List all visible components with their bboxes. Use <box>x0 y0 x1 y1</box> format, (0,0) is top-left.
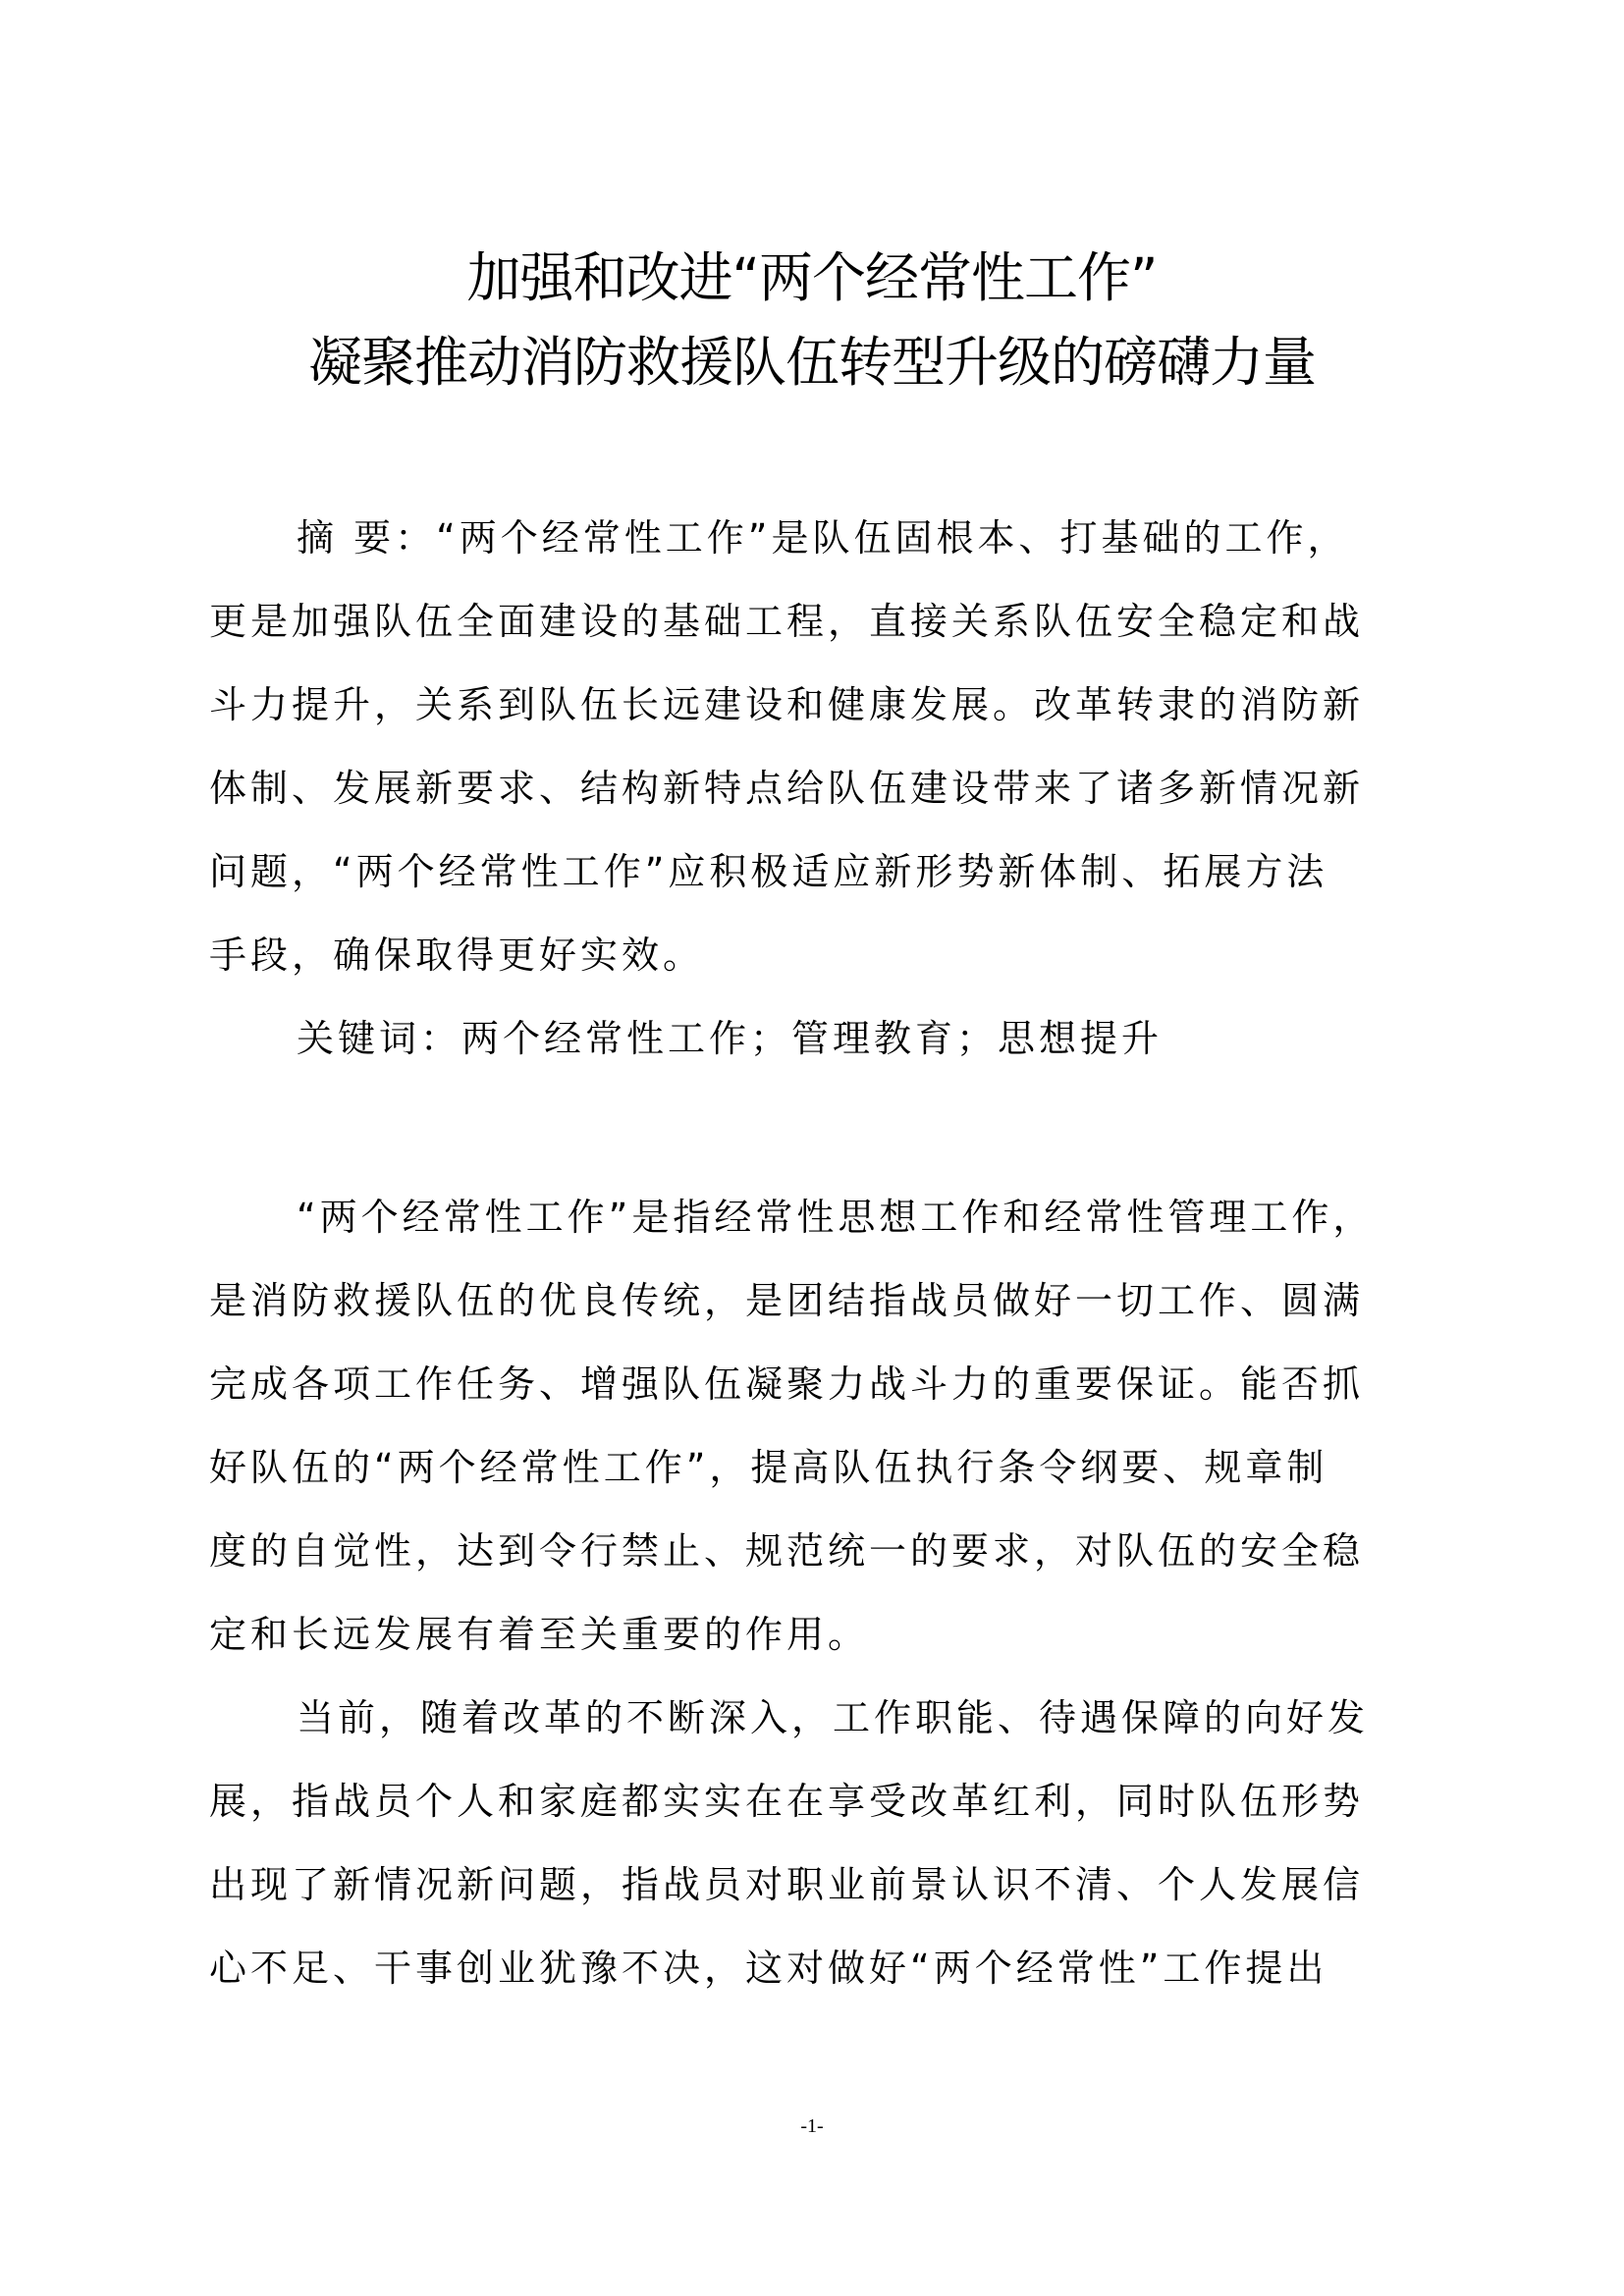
paragraph-line: 定和长远发展有着至关重要的作用。 <box>209 1613 870 1656</box>
paragraph-line: 度的自觉性，达到令行禁止、规范统一的要求，对队伍的安全稳 <box>209 1529 1365 1573</box>
paragraph-line: “两个经常性工作”是指经常性思想工作和经常性管理工作， <box>297 1196 1375 1239</box>
abstract-line: 体制、发展新要求、结构新特点给队伍建设带来了诸多新情况新 <box>209 767 1365 810</box>
abstract-line: 问题，“两个经常性工作”应积极适应新形势新体制、拓展方法 <box>209 850 1328 893</box>
title-line-1: 加强和改进“两个经常性工作” <box>466 246 1158 309</box>
paragraph-line: 好队伍的“两个经常性工作”，提高队伍执行条令纲要、规章制 <box>209 1446 1328 1489</box>
paragraph-line: 当前，随着改革的不断深入，工作职能、待遇保障的向好发 <box>297 1696 1370 1739</box>
paragraph-line: 完成各项工作任务、增强队伍凝聚力战斗力的重要保证。能否抓 <box>209 1362 1365 1406</box>
abstract-line: 手段，确保取得更好实效。 <box>209 934 705 977</box>
abstract-line: 摘 要：“两个经常性工作”是队伍固根本、打基础的工作， <box>297 516 1349 560</box>
paragraph-line: 出现了新情况新问题，指战员对职业前景认识不清、个人发展信 <box>209 1863 1365 1906</box>
page-number: -1- <box>800 2115 824 2137</box>
paragraph-line: 心不足、干事创业犹豫不决，这对做好“两个经常性”工作提出 <box>209 1947 1328 1990</box>
abstract-line: 斗力提升，关系到队伍长远建设和健康发展。改革转隶的消防新 <box>209 683 1365 726</box>
title-line-2: 凝聚推动消防救援队伍转型升级的磅礴力量 <box>307 331 1316 394</box>
keywords-line: 关键词：两个经常性工作；管理教育；思想提升 <box>297 1017 1164 1060</box>
paragraph-line: 展，指战员个人和家庭都实实在在享受改革红利，同时队伍形势 <box>209 1780 1365 1823</box>
document-title <box>0 236 1624 404</box>
paragraph-line: 是消防救援队伍的优良传统，是团结指战员做好一切工作、圆满 <box>209 1279 1365 1322</box>
abstract-line: 更是加强队伍全面建设的基础工程，直接关系队伍安全稳定和战 <box>209 600 1365 643</box>
